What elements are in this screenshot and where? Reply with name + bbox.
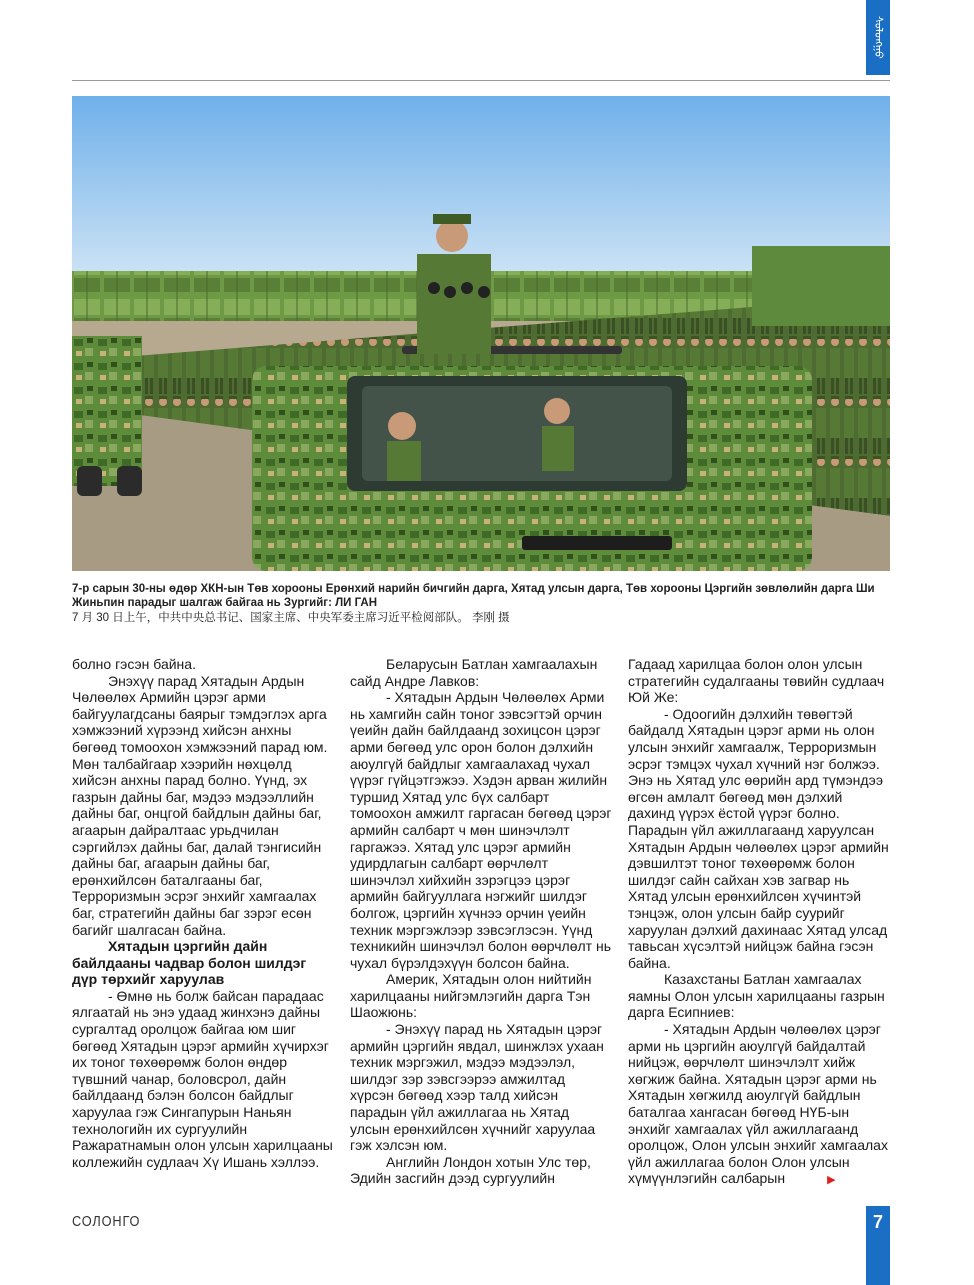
- header-rule: [72, 80, 890, 81]
- side-tab: [866, 0, 890, 75]
- paragraph: - Хятадын Ардын Чөлөөлөх Арми нь хамгийн сайн тоног зэвсэгтэй орчин үеийн дайн байлдаанд зохицсон цэрэг арми бөгөөд улс орон болон дэлхийн аюулгүй байдлыг хамгаалахад чухал үүрэг гүйцэтгэжээ. Хэдэн арван жилийн туршид Хятад улс бүх салбарт томоохон амжилт гаргасан бөгөөд цэрэг армийн салбарт ч мөн шинэчлэлт гаргажээ. Хятад улс цэрэг армийн удирдлагын салбарт өөрчлөлт шинэчлэл хийхийн зэрэгцээ цэрэг армийн байгууллага нэгжийг шилдэг болгож, цэргийн хүчнээ орчин үеийн техник мэргэжлээр зэвсэглэсэн. Үүнд техникийн шинэчлэл болон өөрчлөлт нь чухал бүрэлдэхүүн болсон байна.: [350, 689, 612, 971]
- paragraph: Гадаад харилцаа болон олон улсын стратегийн судалгааны төвийн судлаач Юй Же:: [628, 656, 885, 706]
- photo-caption: [72, 582, 890, 625]
- side-tab-text: ᠰᠣᠯᠣᠩᠭᠣ: [872, 16, 884, 59]
- caption-chinese: 7 月 30 日上午，中共中央总书记、国家主席、中央军委主席习近平检阅部队。 李刚 摄: [72, 612, 510, 624]
- parade-photo-illustration: [72, 96, 890, 571]
- paragraph: Беларусын Батлан хамгаалахын сайд Андре Лавков:: [350, 656, 598, 689]
- paragraph: - Өмнө нь болж байсан парадаас ялгаатай нь энэ удаад жинхэнэ дайны сургалтад оролцож байгаа юм шиг бөгөөд Хятадын цэрэг армийн хүчирхэг их тоног төхөөрөмж болон өндөр түвшний чанар, боловсрол, дайн байлдаанд бэлэн болсон байдлыг харуулаа гэж Сингапурын Наньян технологийн их сургуулийн Ражаратнамын олон улсын харилцааны коллежийн судлаач Хү Ишань хэллээ.: [72, 987, 333, 1170]
- paragraph-last: [628, 1021, 890, 1189]
- caption-mongolian: 7-р сарын 30-ны өдөр ХКН-ын Төв хорооны Ерөнхий нарийн бичгийн дарга, Хятад улсын дарга, Төв хорооны Цэргийн зөвлөлийн дарга Ши Жиньпин парадыг шалгаж байгаа нь Зургийг: ЛИ ГАН: [72, 583, 875, 609]
- magazine-name: СОЛОНГО: [72, 1213, 141, 1230]
- article-column-2: [350, 656, 612, 1187]
- article-column-1: [72, 656, 334, 1170]
- paragraph: Энэхүү парад Хятадын Ардын Чөлөөлөх Армийн цэрэг арми байгуулагдсаны баярыг тэмдэглэх арга хэмжээний хүрээнд хийсэн анхны бөгөөд томоохон хэмжээний парад юм. Мөн талбайгаар хээрийн нөхцөлд хийсэн анхны парад болно. Үүнд, эх газрын дайны баг, мэдээ мэдээллийн дайны баг, онцгой байдлын дайны баг, агаарын дайралтаас урьдчилан сэргийлэх дайны баг, далай тэнгисийн дайны баг, агаарын дайны баг, ерөнхийлсөн баталгааны баг, Терроризмын эсрэг энхийг хамгаалах баг, стратегийн дайны баг зэрэг есөн багийг шалгасан байна.: [72, 672, 328, 938]
- paragraph: Казахстаны Батлан хамгаалах яамны Олон улсын харилцааны газрын дарга Есипниев:: [628, 971, 885, 1021]
- paragraph: - Энэхүү парад нь Хятадын цэрэг армийн цэргийн явдал, шинжлэх ухаан техник мэргэжил, мэдээ мэдээлэл, шилдэг зэр зэвсгээрээ амжилтад хүрсэн бөгөөд хээр талд хийсэн парадын үйл ажиллагаа нь Хятад улсын ерөнхийлсөн хүчнийг харуулаа гэж хэлсэн юм.: [350, 1021, 604, 1154]
- section-heading: Хятадын цэргийн дайн байлдааны чадвар болон шилдэг дүр төрхийг харуулав: [72, 938, 307, 988]
- page-number: 7: [872, 1212, 883, 1232]
- paragraph: Английн Лондон хотын Улс төр, Эдийн засгийн дээд сургуулийн: [350, 1153, 591, 1187]
- parade-photo: [72, 96, 890, 571]
- paragraph: - Одоогийн дэлхийн төвөгтэй байдалд Хятадын цэрэг арми нь олон улсын энхийг хамгаалж, Терроризмын эсрэг тэмцэх чухал хүчний нэг болжээ. Энэ нь Хятад улс өөрийн ард түмэндээ өгсөн амлалт бөгөөд мөн дэлхий дахинд үүрэх ёстой үүрэг болно. Парадын үйл ажиллагаанд харуулсан Хятадын Ардын чөлөөлөх цэрэг армийн дэвшилтэт тоног төхөөрөмж болон шилдэг сайн сайхан хэв загвар нь Хятад улсын ерөнхийлсөн хүчинтэй тэнцэж, олон улсын байр суурийг харуулан дэлхий дахинаас Хятад улсад тавьсан хүсэлтэй нийцэж байна гэсэн байна.: [628, 705, 889, 971]
- arrow-right-icon: ▶: [827, 1174, 836, 1187]
- paragraph: болно гэсэн байна.: [72, 656, 196, 672]
- article-column-3: [628, 656, 890, 1189]
- paragraph-text: - Хятадын Ардын чөлөөлөх цэрэг арми нь цэргийн аюулгүй байдалтай нийцэж, өөрчлөлт шинэчлэлт хийж хөгжиж байна. Хятадын цэрэг арми нь Хятадын хөгжилд аюулгүй байдлын баталгаа хангасан бөгөөд НҮБ-ын энхийг хамгаалах үйл ажиллагаанд оролцож, Олон улсын энхийг хамгаалах үйл ажиллагаа болон Олон улсын хүмүүнлэгийн салбарын: [628, 1021, 888, 1187]
- paragraph: Америк, Хятадын олон нийтийн харилцааны нийгэмлэгийн дарга Тэн Шаожюнь:: [350, 971, 592, 1021]
